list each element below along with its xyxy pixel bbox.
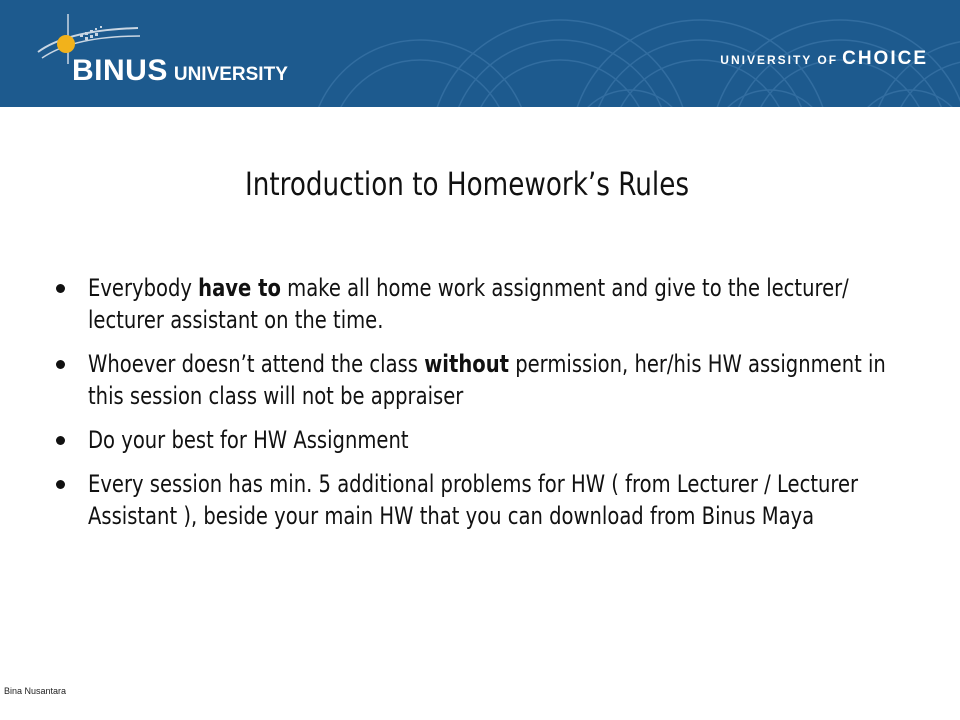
slide-title: Introduction to Homework’s Rules (244, 165, 690, 203)
bullet-text: Whoever doesn’t attend the class without permission, her/his HW assignment in this session class will not be appraiser (88, 350, 886, 410)
slogan-prefix: UNIVERSITY OF (720, 53, 839, 67)
bullet-icon (56, 480, 65, 489)
bullet-text: Every session has min. 5 additional problems for HW ( from Lecturer / Lecturer Assistant ), beside your main HW that you can download from Binus Maya (88, 470, 859, 530)
bullet-icon (56, 436, 65, 445)
logo-name: BINUS (72, 54, 168, 87)
bullet-icon (56, 284, 65, 293)
bullet-item (52, 272, 960, 336)
bullet-text: Everybody have to make all home work assignment and give to the lecturer/ lecturer assistant on the time. (88, 274, 849, 334)
bullet-item (52, 348, 960, 412)
bullet-item (52, 424, 960, 456)
rules-bullet-list (52, 272, 932, 544)
binus-logo-wordmark (72, 54, 288, 88)
logo-subtitle: UNIVERSITY (173, 64, 288, 85)
bullet-icon (56, 360, 65, 369)
slogan-emphasis: CHOICE (842, 48, 928, 69)
slide-header (0, 0, 960, 107)
bullet-text: Do your best for HW Assignment (88, 426, 409, 454)
bullet-item (52, 468, 960, 532)
university-of-choice-slogan (720, 48, 928, 70)
footer-credit: Bina Nusantara (4, 686, 67, 696)
